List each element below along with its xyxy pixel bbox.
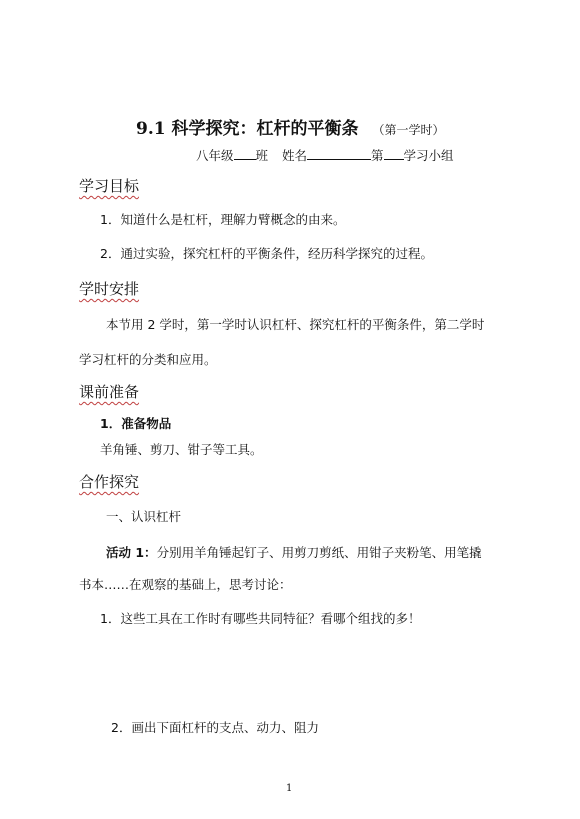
prep-items: 羊角锤、剪刀、钳子等工具。: [100, 442, 263, 457]
group-prefix: 第: [371, 148, 384, 163]
group-blank: [384, 146, 404, 160]
student-info-line: [196, 146, 454, 164]
activity-text: 分别用羊角锤起钉子、用剪刀剪纸、用钳子夹粉笔、用笔撬: [156, 545, 482, 560]
activity-label: 活动 1：: [106, 545, 157, 560]
title-main: 9.1 科学探究：杠杆的平衡条: [136, 119, 359, 139]
heading-explore: 合作探究: [79, 473, 140, 491]
question-1: 1．这些工具在工作时有哪些共同特征？看哪个组找的多！: [100, 611, 421, 626]
grade-label: 八年级: [196, 148, 234, 163]
document-title: [136, 114, 445, 139]
schedule-line-2: 学习杠杆的分类和应用。: [79, 352, 217, 367]
class-label: 班: [255, 148, 269, 163]
goal-item-2: 2．通过实验，探究杠杆的平衡条件，经历科学探究的过程。: [100, 246, 433, 261]
heading-goals: 学习目标: [79, 177, 140, 195]
activity-line-1: [106, 543, 482, 561]
class-blank: [234, 146, 256, 160]
heading-prep: 课前准备: [79, 383, 140, 401]
explore-part-1: 一、认识杠杆: [106, 509, 182, 524]
activity-line-2: 书本……在观察的基础上，思考讨论：: [79, 577, 292, 592]
name-label: 姓名: [282, 148, 308, 163]
heading-schedule: 学时安排: [79, 280, 140, 298]
page-number: 1: [286, 783, 293, 794]
question-2: 2．画出下面杠杆的支点、动力、阻力: [111, 720, 319, 735]
prep-subheading: 1．准备物品: [100, 416, 172, 431]
title-session: （第一学时）: [372, 123, 445, 137]
name-blank: [307, 146, 371, 160]
goal-item-1: 1．知道什么是杠杆，理解力臂概念的由来。: [100, 212, 346, 227]
schedule-line-1: 本节用 2 学时，第一学时认识杠杆、探究杠杆的平衡条件，第二学时: [106, 317, 485, 332]
group-label: 学习小组: [403, 148, 454, 163]
